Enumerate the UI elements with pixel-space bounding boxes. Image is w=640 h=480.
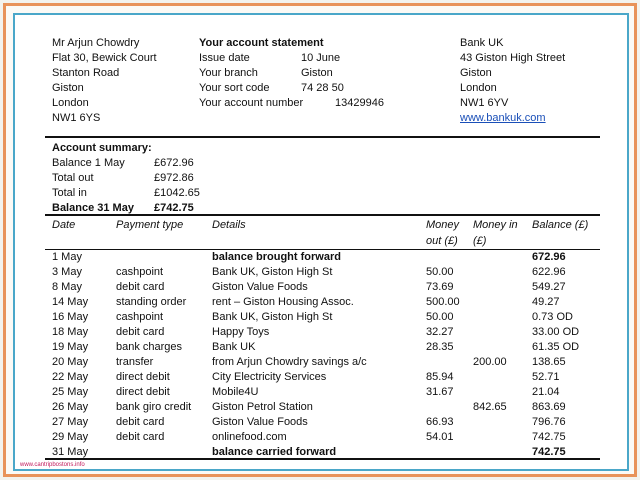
row-balance: 52.71 [532, 371, 560, 383]
bank-address-line: Giston [460, 67, 492, 79]
bank-address-line: 43 Giston High Street [460, 52, 566, 64]
row-payment-type: transfer [116, 356, 154, 368]
row-balance: 863.69 [532, 401, 566, 413]
row-details: Giston Value Foods [212, 281, 308, 293]
summary-title: Account summary: [52, 142, 152, 154]
row-payment-type: bank giro credit [116, 401, 192, 413]
summary-label: Balance 1 May [52, 157, 125, 169]
row-money-out: 28.35 [426, 341, 454, 353]
summary-label: Total in [52, 187, 87, 199]
row-payment-type: cashpoint [116, 266, 164, 278]
row-money-out: 32.27 [426, 326, 454, 338]
summary-value: £1042.65 [154, 187, 200, 199]
row-date: 14 May [52, 296, 89, 308]
row-date: 25 May [52, 386, 89, 398]
header-details: Details [212, 219, 246, 231]
row-payment-type: standing order [116, 296, 187, 308]
divider [45, 249, 600, 250]
row-payment-type: direct debit [116, 371, 170, 383]
row-details: Giston Petrol Station [212, 401, 313, 413]
header-balance: Balance (£) [532, 219, 589, 231]
row-balance: 21.04 [532, 386, 560, 398]
customer-address-line: Stanton Road [52, 67, 120, 79]
row-balance: 138.65 [532, 356, 566, 368]
divider [45, 458, 600, 460]
row-date: 29 May [52, 431, 89, 443]
row-balance: 33.00 OD [532, 326, 580, 338]
divider [45, 136, 600, 138]
row-money-out: 66.93 [426, 416, 454, 428]
header-money-out: Money [426, 219, 460, 231]
divider [45, 214, 600, 216]
row-money-in: 842.65 [473, 401, 507, 413]
bank-name: Bank UK [460, 37, 504, 49]
row-details: Bank UK, Giston High St [212, 311, 333, 323]
customer-name: Mr Arjun Chowdry [52, 37, 140, 49]
row-details: rent – Giston Housing Assoc. [212, 296, 354, 308]
header-money-in-unit: (£) [473, 235, 487, 247]
summary-label: Total out [52, 172, 94, 184]
row-money-out: 500.00 [426, 296, 460, 308]
row-date: 18 May [52, 326, 89, 338]
customer-postcode: NW1 6YS [52, 112, 101, 124]
row-details: City Electricity Services [212, 371, 327, 383]
row-details: balance carried forward [212, 446, 337, 458]
summary-value: £742.75 [154, 202, 194, 214]
summary-value: £672.96 [154, 157, 194, 169]
header-payment-type: Payment type [116, 219, 184, 231]
row-balance: 796.76 [532, 416, 566, 428]
row-date: 8 May [52, 281, 82, 293]
row-balance: 61.35 OD [532, 341, 580, 353]
row-payment-type: debit card [116, 431, 165, 443]
summary-label: Balance 31 May [52, 202, 134, 214]
bank-address-line: London [460, 82, 497, 94]
header-money-in: Money in [473, 219, 518, 231]
row-date: 19 May [52, 341, 89, 353]
customer-address-line: Flat 30, Bewick Court [52, 52, 157, 64]
issue-date-label: Issue date [199, 52, 250, 64]
row-payment-type: cashpoint [116, 311, 164, 323]
row-balance: 672.96 [532, 251, 566, 263]
header-money-out-unit: out (£) [426, 235, 458, 247]
sort-code-label: Your sort code [199, 82, 270, 94]
customer-address-line: London [52, 97, 89, 109]
row-balance: 549.27 [532, 281, 566, 293]
row-date: 27 May [52, 416, 89, 428]
row-date: 16 May [52, 311, 89, 323]
row-date: 20 May [52, 356, 89, 368]
row-details: balance brought forward [212, 251, 341, 263]
statement-sheet [13, 13, 629, 471]
row-details: Bank UK [212, 341, 256, 353]
branch-value: Giston [301, 67, 333, 79]
statement-title: Your account statement [199, 37, 324, 49]
row-money-out: 50.00 [426, 266, 454, 278]
row-payment-type: debit card [116, 416, 165, 428]
bank-postcode: NW1 6YV [460, 97, 509, 109]
row-date: 3 May [52, 266, 82, 278]
row-balance: 0.73 OD [532, 311, 573, 323]
watermark: www.cantripbostons.info [20, 462, 85, 468]
row-money-out: 73.69 [426, 281, 454, 293]
row-balance: 742.75 [532, 431, 566, 443]
branch-label: Your branch [199, 67, 258, 79]
row-payment-type: bank charges [116, 341, 183, 353]
row-payment-type: debit card [116, 326, 165, 338]
row-details: onlinefood.com [212, 431, 287, 443]
row-money-out: 54.01 [426, 431, 454, 443]
row-details: Happy Toys [212, 326, 270, 338]
row-balance: 49.27 [532, 296, 560, 308]
row-date: 31 May [52, 446, 89, 458]
row-payment-type: direct debit [116, 386, 170, 398]
row-details: Mobile4U [212, 386, 259, 398]
row-balance: 622.96 [532, 266, 566, 278]
outer-frame [3, 3, 637, 477]
row-money-out: 85.94 [426, 371, 454, 383]
account-number-value: 13429946 [335, 97, 384, 109]
customer-address-line: Giston [52, 82, 84, 94]
row-details: from Arjun Chowdry savings a/c [212, 356, 367, 368]
row-date: 22 May [52, 371, 89, 383]
row-payment-type: debit card [116, 281, 165, 293]
row-money-out: 50.00 [426, 311, 454, 323]
bank-website-link[interactable]: www.bankuk.com [460, 112, 546, 124]
row-balance: 742.75 [532, 446, 566, 458]
row-date: 26 May [52, 401, 89, 413]
row-details: Bank UK, Giston High St [212, 266, 333, 278]
row-date: 1 May [52, 251, 82, 263]
row-details: Giston Value Foods [212, 416, 308, 428]
row-money-in: 200.00 [473, 356, 507, 368]
header-date: Date [52, 219, 76, 231]
sort-code-value: 74 28 50 [301, 82, 344, 94]
account-number-label: Your account number [199, 97, 304, 109]
row-money-out: 31.67 [426, 386, 454, 398]
summary-value: £972.86 [154, 172, 194, 184]
issue-date-value: 10 June [301, 52, 341, 64]
